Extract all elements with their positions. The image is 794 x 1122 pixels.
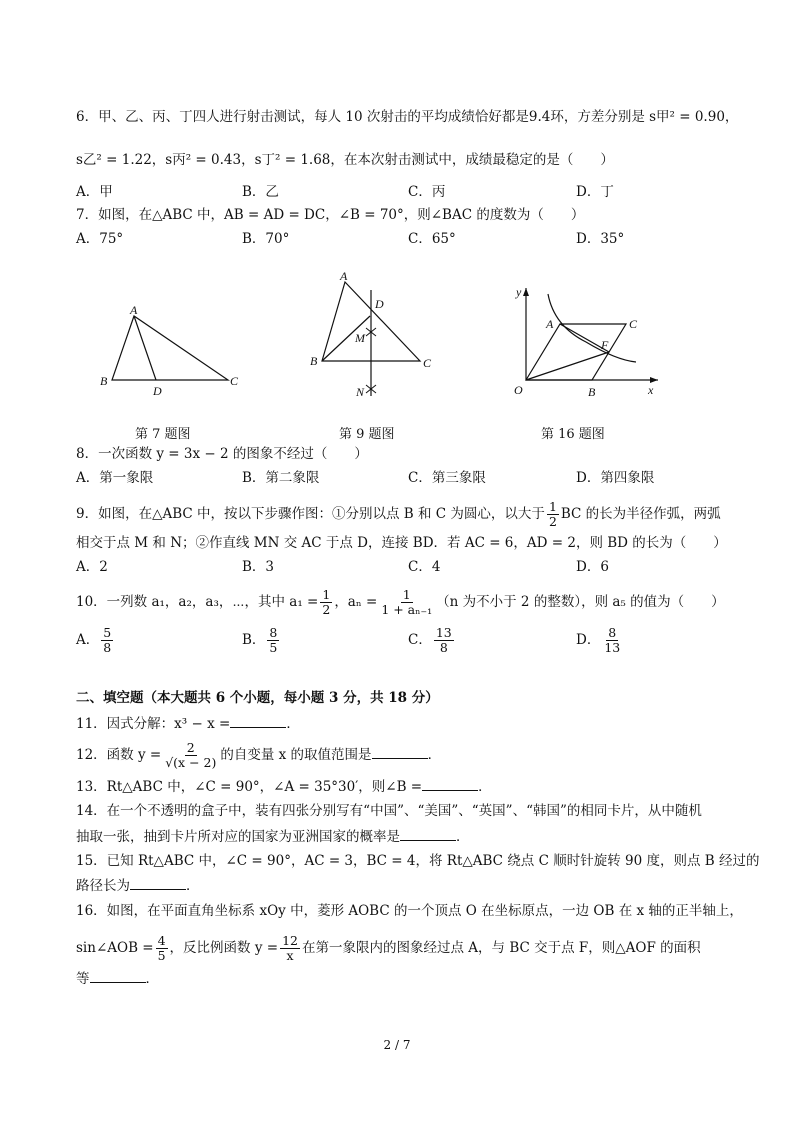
q16-part-c: 在第一象限内的图象经过点 A，与 BC 交于点 F，则△AOF 的面积 [301,940,701,956]
q10-an-num: 1 [402,587,411,602]
q7-stem: 7．如图，在△ABC 中，AB = AD = DC，∠B = 70°，则∠BAC 的度数为（ ） [76,207,585,223]
q16-func-den: x [286,948,294,963]
page-number: 2 / 7 [383,1038,411,1052]
q8-option-d: D．第四象限 [576,470,655,486]
fig16-label-a: A [546,317,554,331]
q6-option-c: C．丙 [408,184,446,200]
q11-end: ． [286,716,300,732]
q16-sin-den: 5 [157,948,166,963]
fig16-label-c: C [629,317,638,331]
fig7-label-b: B [100,374,108,388]
figure-16-diagram [508,282,668,402]
q10-option-d-num: 8 [608,625,617,640]
q15-line1: 15．已知 Rt△ABC 中，∠C = 90°，AC = 3，BC = 4，将 Rt△ABC 绕点 C 顺时针旋转 90 度，则点 B 经过的 [76,853,760,869]
q12-fraction [163,741,218,770]
q11-stem: 11．因式分解：x³ − x = [76,716,231,732]
section-2-heading: 二、填空题（本大题共 6 个小题，每小题 3 分，共 18 分） [76,690,439,706]
q10-part-c: （n 为不小于 2 的整数），则 a₅ 的值为（ ） [436,594,725,610]
q9-line1-b: BC 的长为半径作弧，两弧 [560,506,721,522]
q9-half-den: 2 [548,514,557,529]
q10-option-c-den: 8 [439,640,448,655]
q8-stem: 8．一次函数 y = 3x − 2 的图象不经过（ ） [76,446,368,462]
q10-a1-den: 2 [322,602,331,617]
q9-option-d: D．6 [576,559,609,575]
q10-part-b: ，aₙ = [334,594,378,610]
q16-sin-num: 4 [157,933,166,948]
q16-end: ． [145,971,159,987]
fig9-label-m: M [355,331,365,345]
fig9-label-n: N [356,385,365,399]
q14-line2-text: 抽取一张，抽到卡片所对应的国家为亚洲国家的概率是 [76,829,400,845]
q12-num: 2 [186,740,195,755]
q7-option-c: C．65° [408,231,456,247]
fig7-label-c: C [230,374,239,388]
q16-sin-fraction [156,934,168,963]
q10-option-d [576,626,624,655]
q9-option-c: C．4 [408,559,441,575]
q6-line2: s乙² = 1.22，s丙² = 0.43，s丁² = 1.68，在本次射击测试中，成绩最稳定的是（ ） [76,152,614,168]
q12-part-b: 的自变量 x 的取值范围是 [220,747,372,763]
q13-stem: 13．Rt△ABC 中，∠C = 90°，∠A = 35°30′，则∠B = [76,779,423,795]
q15-answer-blank[interactable] [130,875,186,890]
q10-stem [76,588,754,617]
fig7-label-d: D [153,384,162,398]
q7-option-a: A．75° [76,231,124,247]
q10-option-c-num: 13 [435,625,452,640]
q12-part-a: 12．函数 y = [76,747,162,763]
q16-line3-text: 等 [76,971,90,987]
fig9-label-b: B [310,354,318,368]
q10-option-b [242,626,281,655]
q10-option-c-label: C． [408,632,432,648]
q16-line2 [76,934,754,963]
q10-option-a-label: A． [76,632,100,648]
q11 [76,713,754,734]
q15-line2 [76,875,754,896]
q10-option-d-label: D． [576,632,601,648]
q7-option-d: D．35° [576,231,625,247]
q10-option-a [76,626,115,655]
q10-a1-fraction [320,588,332,617]
q12-den: √(x − 2) [165,755,217,770]
q16-answer-blank[interactable] [90,968,146,983]
q16-line3 [76,968,754,989]
q14-line1: 14．在一个不透明的盒子中，装有四张分别写有“中国”、“美国”、“英国”、“韩国”的相同卡片，从中随机 [76,803,702,819]
q16-part-b: ，反比例函数 y = [169,940,279,956]
q15-line2-text: 路径长为 [76,878,130,894]
fig9-label-d: D [375,297,384,311]
fig16-label-f: F [601,338,609,352]
figure-9-diagram [300,268,450,400]
fig7-label-a: A [130,303,138,317]
q9-half-fraction [547,500,559,529]
q6-option-d: D．丁 [576,184,614,200]
q9-option-b: B．3 [242,559,275,575]
fig9-label-a: A [340,269,348,283]
q16-func-num: 12 [282,933,298,948]
q13 [76,776,754,797]
figure-9-caption: 第 9 题图 [339,427,395,442]
fig9-label-c: C [423,356,432,370]
q14-end: ． [456,829,470,845]
q7-option-b: B．70° [242,231,290,247]
q10-an-fraction [379,588,434,617]
fig16-label-x: x [648,383,654,397]
q6-line1: 6．甲、乙、丙、丁四人进行射击测试，每人 10 次射击的平均成绩恰好都是9.4环，方差分别是 s甲² = 0.90， [76,109,739,125]
fig16-label-o: O [514,383,523,397]
q8-option-c: C．第三象限 [408,470,486,486]
q9-half-num: 1 [548,499,557,514]
figure-7-diagram [90,298,250,398]
q6-option-b: B．乙 [242,184,279,200]
q12-end: ． [427,747,442,763]
q16-part-a: sin∠AOB = [76,940,154,956]
q8-option-b: B．第二象限 [242,470,320,486]
q8-option-a: A．第一象限 [76,470,154,486]
q10-option-c [408,626,456,655]
q10-part-a: 10．一列数 a₁，a₂，a₃，⋯，其中 a₁ = [76,594,319,610]
q12-answer-blank[interactable] [372,744,428,759]
q16-func-fraction [280,934,300,963]
q10-option-d-den: 13 [604,640,621,655]
fig16-label-b: B [588,385,596,399]
q6-option-a: A．甲 [76,184,113,200]
figure-16-caption: 第 16 题图 [541,427,605,442]
q10-an-den: 1 + aₙ₋₁ [381,602,433,617]
q15-end: ． [186,878,200,894]
q14-answer-blank[interactable] [400,826,456,841]
q10-option-b-den: 5 [269,640,278,655]
q10-option-b-label: B． [242,632,266,648]
q11-answer-blank[interactable] [230,713,286,728]
q13-answer-blank[interactable] [422,776,478,791]
q9-line2: 相交于点 M 和 N；②作直线 MN 交 AC 于点 D，连接 BD．若 AC = 6，AD = 2，则 BD 的长为（ ） [76,535,727,551]
q10-a1-num: 1 [322,587,331,602]
q9-line1 [76,500,754,529]
q9-line1-a: 9．如图，在△ABC 中，按以下步骤作图：①分别以点 B 和 C 为圆心，以大于 [76,506,545,522]
q14-line2 [76,826,754,847]
figure-7-caption: 第 7 题图 [135,427,191,442]
q13-end: ． [478,779,492,795]
q9-option-a: A．2 [76,559,108,575]
q10-option-b-num: 8 [269,625,278,640]
fig16-label-y: y [516,285,522,299]
q10-option-a-num: 5 [103,625,112,640]
q12 [76,741,754,770]
q16-line1: 16．如图，在平面直角坐标系 xOy 中，菱形 AOBC 的一个顶点 O 在坐标原点，一边 OB 在 x 轴的正半轴上， [76,903,743,919]
q10-option-a-den: 8 [103,640,112,655]
